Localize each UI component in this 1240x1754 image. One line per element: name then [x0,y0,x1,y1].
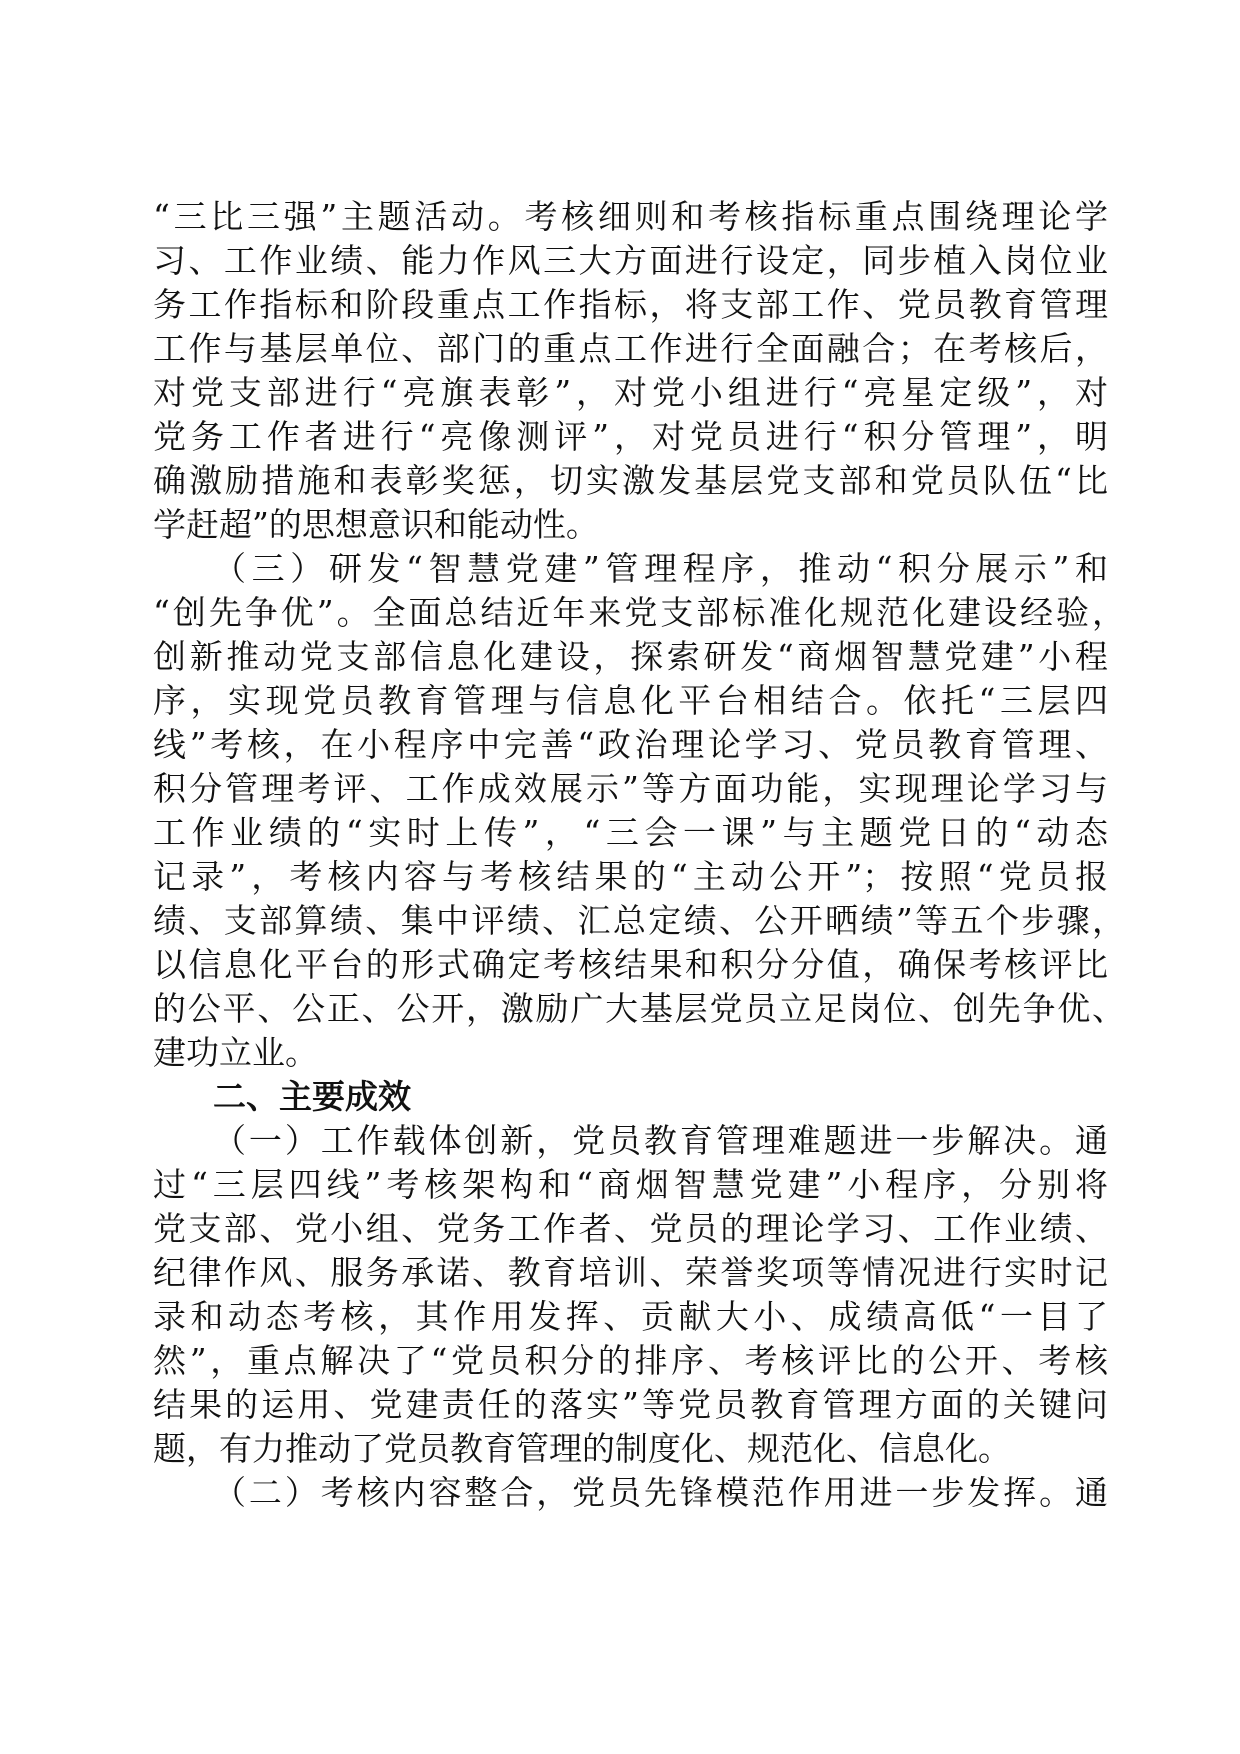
text-line: 积分管理考评、工作成效展示”等方面功能，实现理论学习与 [153,769,1108,808]
text-line: 绩、支部算绩、集中评绩、汇总定绩、公开晒绩”等五个步骤， [153,901,1125,940]
subheading-line: （三）研发“智慧党建”管理程序，推动“积分展示”和 [213,549,1108,588]
text-line: 工作与基层单位、部门的重点工作进行全面融合；在考核后， [153,329,1108,368]
text-line: 线”考核，在小程序中完善“政治理论学习、党员教育管理、 [153,725,1108,764]
text-line: 结果的运用、党建责任的落实”等党员教育管理方面的关键问 [153,1385,1108,1424]
text-line: 以信息化平台的形式确定考核结果和积分分值，确保考核评比 [153,945,1108,984]
text-line: 题，有力推动了党员教育管理的制度化、规范化、信息化。 [153,1429,1011,1468]
section-heading: 二、主要成效 [213,1077,411,1116]
text-line: 创新推动党支部信息化建设，探索研发“商烟智慧党建”小程 [153,637,1108,676]
document-page [153,195,1125,1515]
text-line: 建功立业。 [153,1033,318,1072]
text-line: 对党支部进行“亮旗表彰”，对党小组进行“亮星定级”，对 [153,373,1108,412]
text-line: 的公平、公正、公开，激励广大基层党员立足岗位、创先争优、 [153,989,1125,1028]
text-line: 记录”，考核内容与考核结果的“主动公开”；按照“党员报 [153,857,1108,896]
text-line: 过“三层四线”考核架构和“商烟智慧党建”小程序，分别将 [153,1165,1108,1204]
text-line: 录和动态考核，其作用发挥、贡献大小、成绩高低“一目了 [153,1297,1108,1336]
text-line: 然”，重点解决了“党员积分的排序、考核评比的公开、考核 [153,1341,1108,1380]
text-line: “创先争优”。全面总结近年来党支部标准化规范化建设经验， [153,593,1125,632]
text-line: 党支部、党小组、党务工作者、党员的理论学习、工作业绩、 [153,1209,1108,1248]
text-line: 序，实现党员教育管理与信息化平台相结合。依托“三层四 [153,681,1108,720]
text-line: 确激励措施和表彰奖惩，切实激发基层党支部和党员队伍“比 [153,461,1108,500]
text-line: 工作业绩的“实时上传”，“三会一课”与主题党日的“动态 [153,813,1108,852]
text-line: 习、工作业绩、能力作风三大方面进行设定，同步植入岗位业 [153,241,1108,280]
subheading-line: （一）工作载体创新，党员教育管理难题进一步解决。通 [213,1121,1108,1160]
subheading-line: （二）考核内容整合，党员先锋模范作用进一步发挥。通 [213,1473,1108,1512]
text-line: 纪律作风、服务承诺、教育培训、荣誉奖项等情况进行实时记 [153,1253,1108,1292]
text-line: “三比三强”主题活动。考核细则和考核指标重点围绕理论学 [153,197,1108,236]
text-line: 务工作指标和阶段重点工作指标，将支部工作、党员教育管理 [153,285,1108,324]
text-line: 党务工作者进行“亮像测评”，对党员进行“积分管理”，明 [153,417,1108,456]
text-line: 学赶超”的思想意识和能动性。 [153,505,599,544]
